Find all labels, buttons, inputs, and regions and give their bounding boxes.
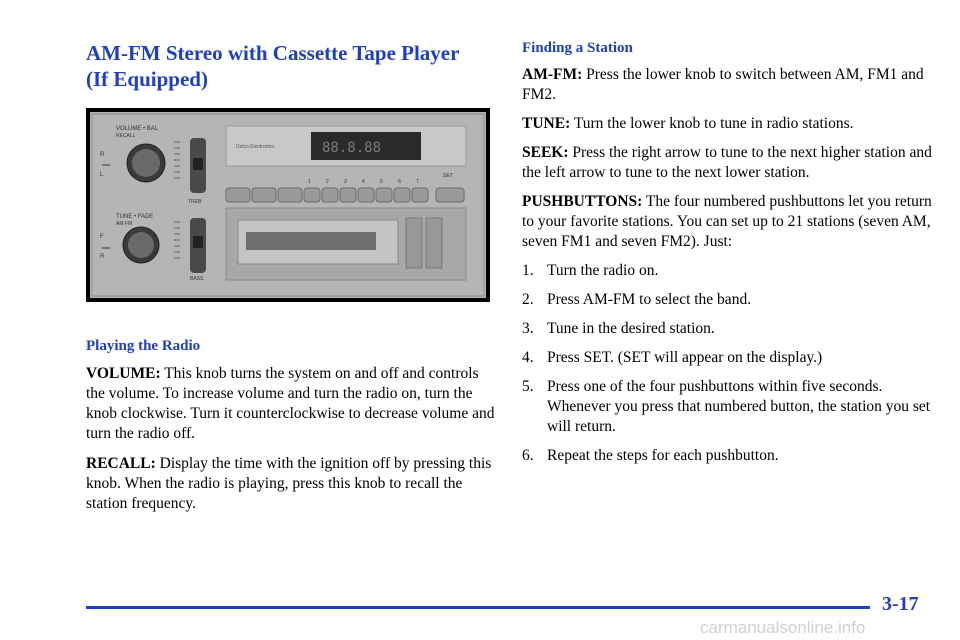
tune-text: Turn the lower knob to tune in radio stations. xyxy=(570,115,854,132)
seek-paragraph xyxy=(522,143,932,183)
preset-3-label: 3 xyxy=(344,179,347,185)
tune-knob-cap xyxy=(128,232,154,258)
recall-term: RECALL: xyxy=(86,455,156,472)
fade-f-label: F xyxy=(100,234,104,240)
step-number: 1. xyxy=(522,262,534,279)
finding-station-heading: Finding a Station xyxy=(522,40,633,56)
step-text: Press AM-FM to select the band. xyxy=(547,291,752,308)
playing-radio-heading: Playing the Radio xyxy=(86,338,201,354)
step-text: Press one of the four pushbuttons within five seconds. Whenever you press that numbered button, the station you set will return. xyxy=(547,378,931,435)
steps-list xyxy=(522,261,932,466)
volume-paragraph xyxy=(86,364,496,444)
seek-text: Press the right arrow to tune to the next higher station and the left arrow to tune to the next lower station. xyxy=(522,144,932,181)
fade-r-label: R xyxy=(100,254,105,260)
amfm-term: AM-FM: xyxy=(522,66,583,83)
page-number: 3-17 xyxy=(882,593,919,615)
page-title xyxy=(86,40,496,92)
list-item xyxy=(522,290,932,310)
pushbuttons-paragraph xyxy=(522,192,932,252)
pushbuttons-term: PUSHBUTTONS: xyxy=(522,193,643,210)
volume-term: VOLUME: xyxy=(86,365,161,382)
step-number: 4. xyxy=(522,349,534,366)
lcd-text: 88.8.88 xyxy=(322,140,382,156)
amfm-label: AM FM xyxy=(116,221,133,227)
preset-5-label: 5 xyxy=(380,179,383,185)
treble-label: TREB xyxy=(188,199,202,205)
balance-l-label: L xyxy=(100,172,104,178)
amfm-text: Press the lower knob to switch between AM, FM1 and FM2. xyxy=(522,66,924,103)
tune-paragraph xyxy=(522,114,932,134)
cassette-opening xyxy=(246,232,376,250)
seek-term: SEEK: xyxy=(522,144,569,161)
bass-label: BASS xyxy=(190,276,204,282)
preset-6-label: 6 xyxy=(398,179,401,185)
recall-text: Display the time with the ignition off by pressing this knob. When the radio is playing, press this knob to recall the station frequency. xyxy=(86,455,492,512)
step-number: 5. xyxy=(522,378,534,395)
step-number: 6. xyxy=(522,447,534,464)
pushbuttons-text: The four numbered pushbuttons let you return to your favorite stations. You can set up to 21 stations (seven AM, seven FM1 and seven FM2). Just: xyxy=(522,193,932,250)
recall-paragraph xyxy=(86,454,496,514)
brand-label: Delco Electronics xyxy=(236,144,275,150)
tune-label: TUNE • FADE xyxy=(116,214,154,220)
list-item xyxy=(522,319,932,339)
bass-slider-handle xyxy=(193,236,203,248)
recall-label: RECALL xyxy=(116,133,136,139)
volume-text: This knob turns the system on and off and controls the volume. To increase volume and turn the radio on, turn the knob clockwise. Turn it counterclockwise to decrease volume and turn the radio off. xyxy=(86,365,495,442)
volume-knob-cap xyxy=(132,149,160,177)
eject-button xyxy=(406,218,422,268)
title-line-1: AM-FM Stereo with Cassette Tape Player xyxy=(86,41,460,65)
step-number: 3. xyxy=(522,320,534,337)
watermark: carmanualsonline.info xyxy=(700,618,866,637)
tape-button xyxy=(426,218,442,268)
step-number: 2. xyxy=(522,291,534,308)
balance-r-label: R xyxy=(100,152,105,158)
footer-rule xyxy=(86,606,870,609)
list-item xyxy=(522,261,932,281)
tune-term: TUNE: xyxy=(522,115,571,132)
preset-2-label: 2 xyxy=(326,179,329,185)
preset-7-label: 7 xyxy=(416,179,419,185)
step-text: Tune in the desired station. xyxy=(547,320,715,337)
step-text: Turn the radio on. xyxy=(547,262,659,279)
finding-station-section xyxy=(522,40,932,475)
amfm-paragraph xyxy=(522,65,932,105)
step-text: Repeat the steps for each pushbutton. xyxy=(547,447,779,464)
list-item xyxy=(522,348,932,368)
treble-slider-handle xyxy=(193,158,203,170)
preset-buttons xyxy=(226,188,464,202)
title-line-2: (If Equipped) xyxy=(86,67,208,91)
step-text: Press SET. (SET will appear on the display.) xyxy=(547,349,823,366)
volume-label: VOLUME • BAL xyxy=(116,126,159,132)
list-item xyxy=(522,446,932,466)
set-label: SET xyxy=(443,173,453,179)
preset-4-label: 4 xyxy=(362,179,365,185)
title-block xyxy=(86,40,496,92)
radio-figure xyxy=(86,108,490,302)
preset-1-label: 1 xyxy=(308,179,311,185)
list-item xyxy=(522,377,932,437)
playing-radio-section xyxy=(86,338,496,524)
radio-illustration xyxy=(86,108,490,302)
